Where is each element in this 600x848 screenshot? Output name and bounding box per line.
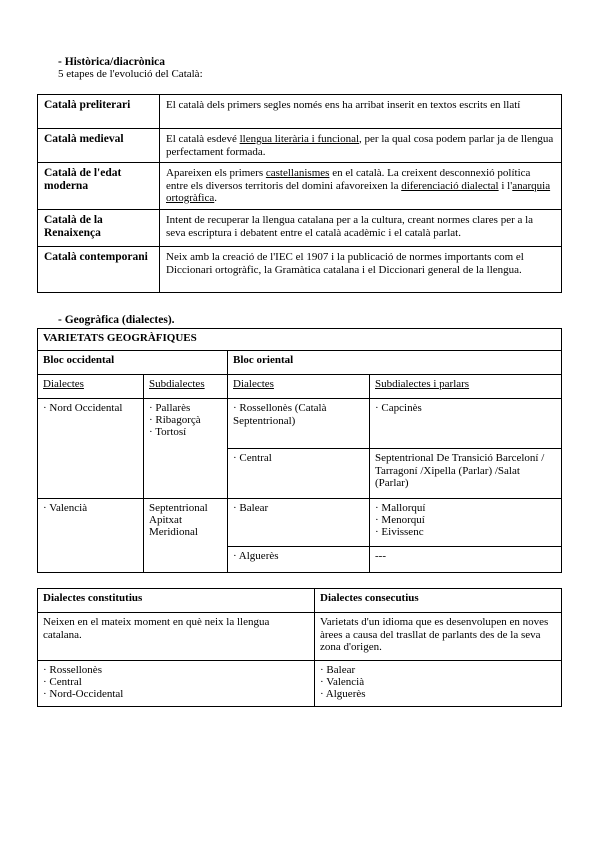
dialecte-cell: · Central [228, 449, 370, 499]
subdialectes-cell: --- [370, 547, 562, 573]
subdialectes-cell: · Mallorquí · Menorquí · Eivissenc [370, 499, 562, 547]
constitutius-definition: Neixen en el mateix moment en què neix la llengua catalana. [38, 613, 315, 661]
stage-label: Català de l'edat moderna [38, 163, 160, 210]
subdialectes-cell: Septentrional Apitxat Meridional [144, 499, 228, 573]
dialecte-cell: · Balear [228, 499, 370, 547]
consecutius-list: · Balear · Valencià · Alguerès [315, 661, 562, 707]
table-row [38, 210, 562, 247]
table-row [38, 329, 562, 351]
col-header-subdialectes-parlars: Subdialectes i parlars [370, 375, 562, 399]
section-historica-heading: - Històrica/diacrònica [58, 56, 165, 68]
stage-label: Català contemporani [38, 247, 160, 293]
table-row [38, 247, 562, 293]
table-row [38, 351, 562, 375]
varietats-table [37, 328, 562, 573]
table-row [38, 661, 562, 707]
stage-text: Intent de recuperar la llengua catalana per a la cultura, creant normes clares per a la seva escriptura i debatent entre el català acadèmic i el català parlat. [160, 210, 562, 247]
table-row [38, 95, 562, 129]
stage-text: Apareixen els primers castellanismes en el català. La creixent desconnexió política entre els diversos territoris del domini afavoreixen la diferenciació dialectal i l'anarquia ortogràfica. [160, 163, 562, 210]
constitutius-list: · Rossellonès · Central · Nord-Occidental [38, 661, 315, 707]
table-row [38, 613, 562, 661]
table-row [38, 375, 562, 399]
stage-text: El català esdevé llengua literària i funcional, per la qual cosa podem parlar ja de llengua perfectament formada. [160, 129, 562, 163]
consecutius-definition: Varietats d'un idioma que es desenvolupen en noves àrees a causa del trasllat de parlants des de la seva zona d'origen. [315, 613, 562, 661]
subdialectes-cell: Septentrional De Transició Barceloní / Tarragoní /Xipella (Parlar) /Salat (Parlar) [370, 449, 562, 499]
constitutius-header: Dialectes constitutius [38, 589, 315, 613]
dialecte-cell: · Valencià [38, 499, 144, 573]
col-header-dialectes: Dialectes [38, 375, 144, 399]
stage-text: Neix amb la creació de l'IEC el 1907 i la publicació de normes importants com el Diccionari ortogràfic, la Gramàtica catalana i el Diccionari general de la llengua. [160, 247, 562, 293]
varietats-title: VARIETATS GEOGRÀFIQUES [38, 329, 562, 351]
stage-label: Català medieval [38, 129, 160, 163]
bloc-oriental: Bloc oriental [228, 351, 562, 375]
dialecte-cell: · Rossellonès (Català Septentrional) [228, 399, 370, 449]
subdialectes-cell: · Pallarès · Ribagorçà · Tortosí [144, 399, 228, 499]
subdialectes-cell: · Capcinès [370, 399, 562, 449]
table-row [38, 129, 562, 163]
stage-label: Català preliterari [38, 95, 160, 129]
consecutius-header: Dialectes consecutius [315, 589, 562, 613]
bloc-occidental: Bloc occidental [38, 351, 228, 375]
stages-table [37, 94, 562, 293]
col-header-subdialectes: Subdialectes [144, 375, 228, 399]
table-row [38, 399, 562, 449]
dialecte-cell: · Alguerès [228, 547, 370, 573]
table-row [38, 163, 562, 210]
table-row [38, 589, 562, 613]
col-header-dialectes: Dialectes [228, 375, 370, 399]
dialectes-table [37, 588, 562, 707]
section-historica-subtitle: 5 etapes de l'evolució del Català: [58, 68, 203, 80]
stage-label: Català de la Renaixença [38, 210, 160, 247]
stage-text: El català dels primers segles només ens ha arribat inserit en textos escrits en llatí [160, 95, 562, 129]
table-row [38, 499, 562, 547]
dialecte-cell: · Nord Occidental [38, 399, 144, 499]
section-geografica-heading: - Geogràfica (dialectes). [58, 314, 175, 326]
